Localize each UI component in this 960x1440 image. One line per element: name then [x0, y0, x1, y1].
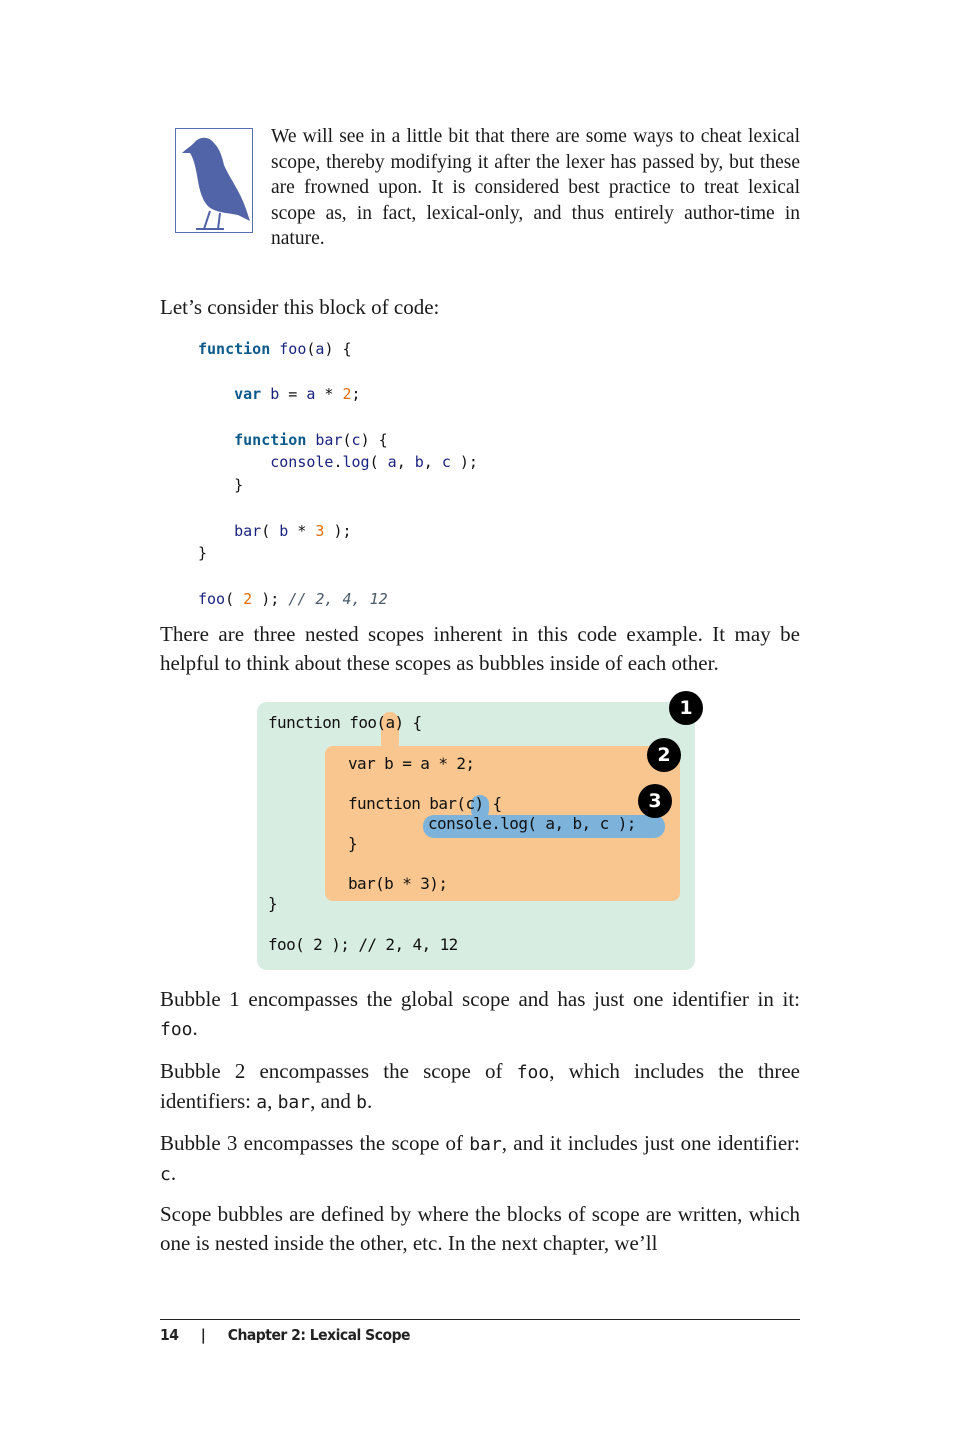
diagram-line: function foo(a) { — [268, 713, 422, 732]
code-token — [198, 453, 270, 471]
code-token: c — [351, 430, 361, 449]
code-token: foo — [198, 589, 226, 608]
code-line — [198, 565, 478, 588]
code-line — [198, 497, 478, 520]
code-token: * — [315, 385, 343, 404]
code-line — [198, 588, 478, 611]
code-token: , — [396, 453, 415, 472]
code-token: bar — [234, 521, 262, 540]
code-token: function — [198, 340, 271, 358]
page-number: 14 — [160, 1326, 179, 1344]
code-token: ( — [306, 340, 316, 358]
code-line — [198, 474, 478, 497]
paragraph-scope-bubbles: Scope bubbles are defined by where the blocks of scope are written, which one is nested inside the other, etc. In the next chapter, we’ll — [160, 1202, 800, 1255]
code-line — [198, 338, 478, 361]
code-token: bar — [315, 430, 343, 449]
code-token: ( — [225, 589, 244, 608]
code-token: * — [288, 521, 316, 540]
page-footer — [160, 1326, 410, 1344]
code-token: } — [198, 544, 208, 563]
code-token: ); — [450, 453, 478, 472]
code-token: } — [198, 476, 244, 495]
code-token: ( — [342, 430, 352, 449]
code-token: ); — [252, 589, 289, 608]
code-token: b — [279, 521, 289, 540]
code-token — [198, 385, 234, 403]
code-token: // 2, 4, 12 — [288, 589, 388, 608]
diagram-line: } — [348, 834, 358, 853]
code-line — [198, 542, 478, 565]
code-token: console — [270, 453, 334, 472]
code-line — [198, 383, 478, 406]
code-token — [270, 340, 279, 358]
code-token — [198, 431, 234, 449]
code-line — [198, 361, 478, 384]
code-token: b — [414, 453, 424, 472]
badge-1: 1 — [669, 691, 703, 725]
chapter-title: Chapter 2: Lexical Scope — [227, 1326, 411, 1344]
badge-2: 2 — [647, 738, 681, 772]
diagram-line: foo( 2 ); // 2, 4, 12 — [268, 935, 458, 954]
badge-3: 3 — [638, 784, 672, 818]
code-token: ) { — [324, 340, 352, 358]
code-token: ; — [351, 385, 361, 404]
paragraph-bubble-1: Bubble 1 encompasses the global scope and has just one identifier in it: foo. — [160, 987, 800, 1040]
code-token: var — [234, 385, 262, 404]
code-token: function — [234, 430, 307, 449]
code-token: ( — [369, 453, 388, 472]
diagram-line: var b = a * 2; — [348, 754, 475, 773]
code-token: . — [333, 453, 343, 472]
code-token: = — [279, 385, 307, 404]
code-token: foo — [279, 340, 307, 358]
diagram-line: bar(b * 3); — [348, 874, 448, 893]
diagram-line: } — [268, 894, 278, 913]
code-token: , — [423, 453, 442, 472]
code-token: ( — [261, 521, 280, 540]
diagram-line: console.log( a, b, c ); — [428, 814, 636, 833]
code-line — [198, 451, 478, 474]
crow-icon — [175, 128, 253, 233]
code-line — [198, 520, 478, 543]
code-token: a — [387, 453, 397, 472]
code-line — [198, 406, 478, 429]
code-token: log — [342, 453, 370, 472]
code-token — [261, 385, 270, 403]
paragraph-bubble-2: Bubble 2 encompasses the scope of foo, which includes the three identifiers: a, bar, and b. — [160, 1059, 800, 1113]
footer-divider — [160, 1319, 800, 1320]
code-token: 3 — [315, 521, 325, 540]
note-text: We will see in a little bit that there are some ways to cheat lexical scope, thereby modifying it after the lexer has passed by, but these are frowned upon. It is considered best practice to treat lexical scope as, in fact, lexical-only, and thus entirely author-time in nature. — [271, 126, 800, 249]
code-token: b — [270, 385, 280, 404]
code-token: 2 — [342, 385, 352, 404]
code-token: 2 — [243, 589, 253, 608]
footer-separator: | — [200, 1326, 206, 1344]
diagram-line: function bar(c) { — [348, 794, 502, 813]
code-block — [198, 338, 478, 610]
code-token: ) { — [360, 430, 388, 449]
intro-paragraph: Let’s consider this block of code: — [160, 295, 440, 319]
code-token: a — [315, 340, 325, 358]
code-token: c — [441, 453, 451, 472]
bubbles-paragraph: There are three nested scopes inherent in this code example. It may be helpful to think about these scopes as bubbles inside of each other. — [160, 622, 800, 675]
code-token: ); — [324, 521, 352, 540]
code-line — [198, 429, 478, 452]
code-token: a — [306, 385, 316, 404]
paragraph-bubble-3: Bubble 3 encompasses the scope of bar, and it includes just one identifier: c. — [160, 1131, 800, 1185]
code-token — [198, 522, 234, 540]
